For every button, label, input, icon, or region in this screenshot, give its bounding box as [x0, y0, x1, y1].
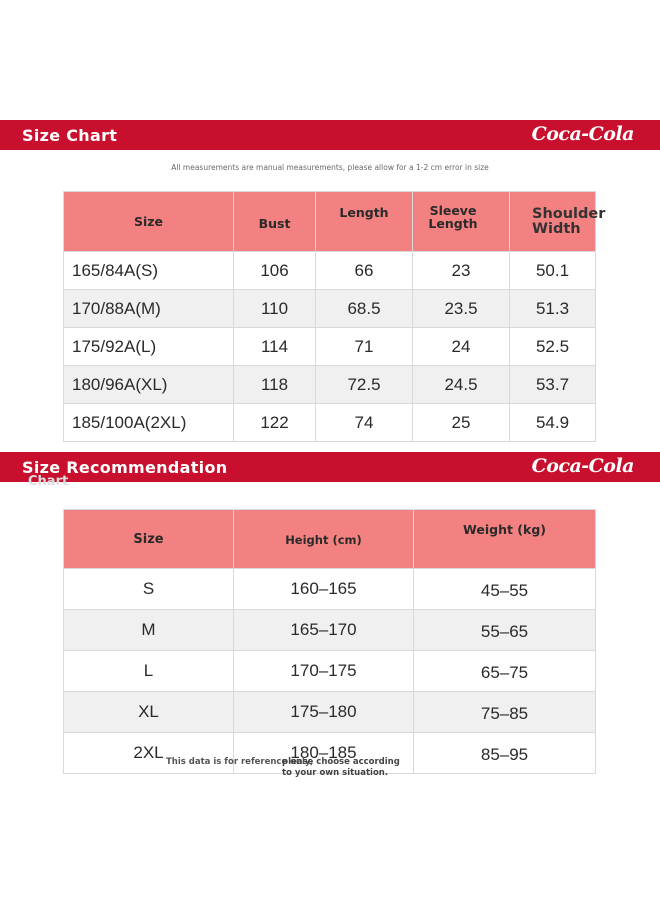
cell-height: 170–175	[234, 651, 414, 692]
coca-cola-logo: Coca-Cola	[531, 123, 634, 145]
cell-length: 74	[316, 404, 413, 442]
header-height: Height (cm)	[234, 510, 414, 569]
footnote-reference: This data is for reference only,	[166, 757, 314, 767]
footnote-advice-line2: to your own situation.	[282, 768, 389, 778]
size-chart-banner	[0, 120, 660, 150]
measurement-note: All measurements are manual measurements, please allow for a 1-2 cm error in size	[171, 163, 489, 172]
cell-shoulder: 54.9	[510, 404, 596, 442]
size-recommendation-table	[63, 509, 596, 774]
header-weight: Weight (kg)	[414, 510, 596, 569]
cell-height: 165–170	[234, 610, 414, 651]
cell-sleeve: 24	[413, 328, 510, 366]
cell-shoulder: 52.5	[510, 328, 596, 366]
cell-sleeve: 24.5	[413, 366, 510, 404]
cell-shoulder: 50.1	[510, 252, 596, 290]
cell-size: 165/84A(S)	[64, 252, 234, 290]
footnote-advice-line1: please choose according	[282, 757, 400, 767]
cell-length: 72.5	[316, 366, 413, 404]
cell-height: 180–185	[234, 733, 414, 774]
cell-size: L	[64, 651, 234, 692]
cell-size: 2XL	[64, 733, 234, 774]
cell-bust: 106	[234, 252, 316, 290]
cell-size: 180/96A(XL)	[64, 366, 234, 404]
cell-length: 68.5	[316, 290, 413, 328]
cell-size: 170/88A(M)	[64, 290, 234, 328]
header-shoulder-width: Shoulder Width	[510, 192, 596, 252]
header-bust: Bust	[234, 192, 316, 252]
cell-height: 175–180	[234, 692, 414, 733]
table-row	[64, 404, 596, 442]
cell-weight: 85–95	[414, 733, 596, 774]
cell-size: M	[64, 610, 234, 651]
cell-bust: 110	[234, 290, 316, 328]
header-size: Size	[64, 510, 234, 569]
cell-shoulder: 51.3	[510, 290, 596, 328]
size-chart-title: Size Chart	[22, 126, 118, 145]
size-recommendation-title: Size Recommendation	[22, 458, 228, 477]
header-sleeve-length: Sleeve Length	[413, 192, 510, 252]
size-recommendation-title-overflow: Chart	[28, 474, 69, 489]
table-row	[64, 569, 596, 610]
cell-height: 160–165	[234, 569, 414, 610]
cell-bust: 118	[234, 366, 316, 404]
table-header-row	[64, 510, 596, 569]
header-size: Size	[64, 192, 234, 252]
cell-sleeve: 23	[413, 252, 510, 290]
cell-sleeve: 25	[413, 404, 510, 442]
cell-size: S	[64, 569, 234, 610]
table-row	[64, 252, 596, 290]
cell-shoulder: 53.7	[510, 366, 596, 404]
cell-length: 66	[316, 252, 413, 290]
table-row	[64, 366, 596, 404]
cell-weight: 75–85	[414, 692, 596, 733]
cell-weight: 65–75	[414, 651, 596, 692]
header-length: Length	[316, 192, 413, 252]
cell-size: 175/92A(L)	[64, 328, 234, 366]
cell-weight: 55–65	[414, 610, 596, 651]
cell-weight: 45–55	[414, 569, 596, 610]
cell-size: 185/100A(2XL)	[64, 404, 234, 442]
table-row	[64, 290, 596, 328]
table-row	[64, 651, 596, 692]
size-chart-table	[63, 191, 606, 442]
cell-bust: 114	[234, 328, 316, 366]
cell-bust: 122	[234, 404, 316, 442]
cell-length: 71	[316, 328, 413, 366]
cell-sleeve: 23.5	[413, 290, 510, 328]
table-header-row	[64, 192, 596, 252]
table-row	[64, 610, 596, 651]
table-row	[64, 328, 596, 366]
footnote-advice	[282, 757, 400, 779]
table-row	[64, 692, 596, 733]
coca-cola-logo: Coca-Cola	[531, 455, 634, 477]
size-recommendation-banner	[0, 452, 660, 482]
cell-size: XL	[64, 692, 234, 733]
